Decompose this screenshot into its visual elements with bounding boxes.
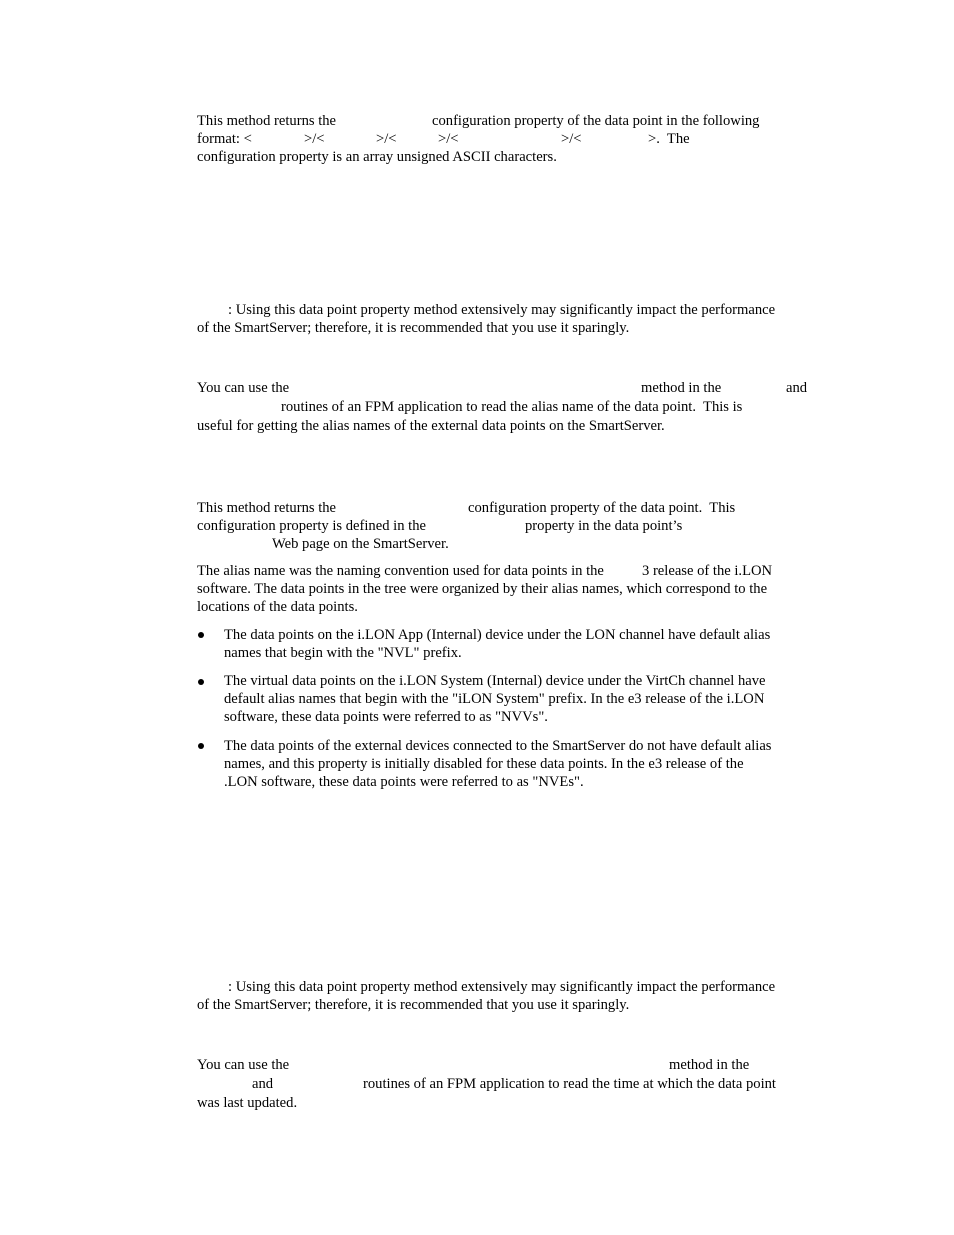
section-2-line-2a: configuration property is defined in the [197,518,426,534]
note-1-line-2: of the SmartServer; therefore, it is recommended that you use it sparingly. [197,320,630,336]
section-1-line-2c: >/< [376,131,397,147]
bullet-2-line-3: software, these data points were referred to as "NVVs". [224,709,548,725]
note-2-line-2: of the SmartServer; therefore, it is recommended that you use it sparingly. [197,997,630,1013]
bullet-3-line-3: .LON software, these data points were referred to as "NVEs". [224,774,584,790]
bullet-icon [198,743,204,749]
bullet-2-line-2: default alias names that begin with the "iLON System" prefix. In the e3 release of the i.LON [224,691,765,707]
bullet-2-line-1: The virtual data points on the i.LON System (Internal) device under the VirtCh channel have [224,673,766,689]
section-1-line-1a: This method returns the [197,113,337,129]
usage-1-line-3: useful for getting the alias names of the external data points on the SmartServer. [197,418,665,434]
alias-line-1b: 3 release of the i.LON [642,563,773,579]
section-2-line-1a: This method returns the [197,500,337,516]
alias-line-1a: The alias name was the naming convention used for data points in the [197,563,604,579]
bullet-3-line-1: The data points of the external devices connected to the SmartServer do not have default alias [224,738,772,754]
section-2-line-1b: configuration property of the data point. This [468,500,736,516]
bullet-1-line-2: names that begin with the "NVL" prefix. [224,645,462,661]
section-2-line-2b: property in the data point’s [525,518,683,534]
usage-2-line-1b: method in the [669,1057,750,1073]
usage-2-line-2a: and [252,1076,274,1092]
usage-2-line-1a: You can use the [197,1057,290,1073]
usage-1-line-1c: and [786,380,808,396]
bullet-icon [198,632,204,638]
usage-1-line-1b: method in the [641,380,722,396]
section-1-line-1b: configuration property of the data point in the following [432,113,760,129]
note-2-line-1: : Using this data point property method extensively may significantly impact the performance [228,979,776,995]
usage-2-line-2b: routines of an FPM application to read the time at which the data point [363,1076,776,1092]
alias-line-3: locations of the data points. [197,599,358,615]
section-1-line-2a: format: < [197,131,252,147]
bullet-1-line-1: The data points on the i.LON App (Internal) device under the LON channel have default alias [224,627,771,643]
note-1-line-1: : Using this data point property method extensively may significantly impact the performance [228,302,776,318]
alias-line-2: software. The data points in the tree were organized by their alias names, which correspond to the [197,581,768,597]
bullet-icon [198,679,204,685]
usage-1-line-2: routines of an FPM application to read the alias name of the data point. This is [281,399,743,415]
section-2-line-3: Web page on the SmartServer. [272,536,449,552]
usage-2-line-3: was last updated. [197,1095,298,1111]
bullet-3-line-2: names, and this property is initially disabled for these data points. In the e3 release of the [224,756,744,772]
section-1-line-2d: >/< [438,131,459,147]
usage-1-line-1a: You can use the [197,380,290,396]
section-1-line-2f: >. The [648,131,690,147]
section-1-line-2e: >/< [561,131,582,147]
section-1-line-3: configuration property is an array unsigned ASCII characters. [197,149,557,165]
section-1-line-2b: >/< [304,131,325,147]
